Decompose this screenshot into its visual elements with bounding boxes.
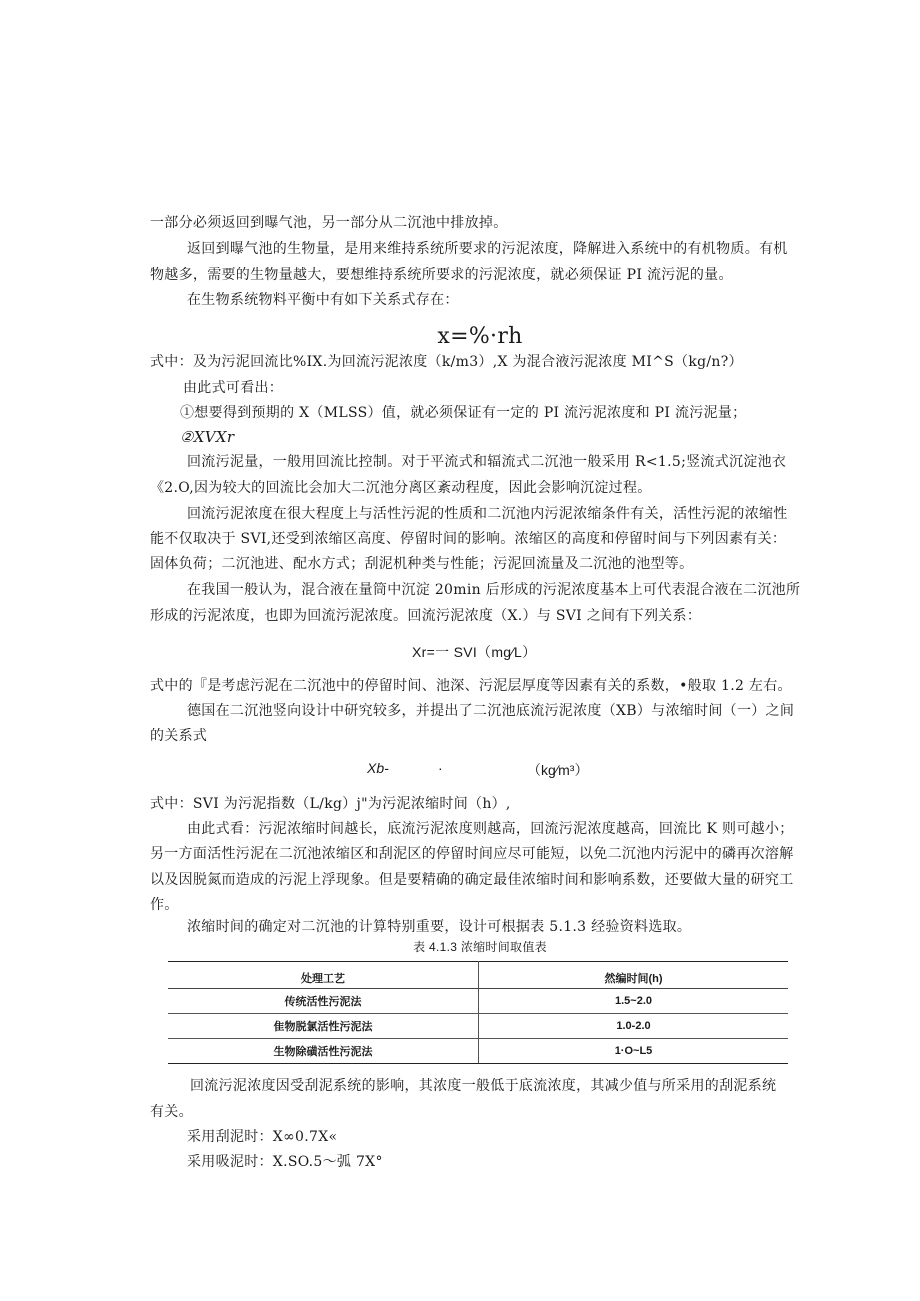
paragraph-line: 式中：SVI 为污泥指数（L∕kg）j"为污泥浓缩时间（h）, [150, 796, 511, 812]
thickening-time-table [168, 961, 788, 1064]
paragraph-line: 式中的『是考虑污泥在二沉池中的停留时间、池深、污泥层厚度等因素有关的系数，•般取 1.2 左右。 [150, 678, 792, 694]
paragraph-line: 德国在二沉池竖向设计中研究较多，并提出了二沉池底流污泥浓度（XB）与浓缩时间（一）之间 [187, 703, 795, 719]
table-cell: 生物除磺活性污泥法 [168, 1039, 479, 1064]
paragraph-line: 物越多，需要的生物量越大，要想维持系统所要求的污泥浓度，就必须保证 PI 流污泥的量。 [150, 267, 733, 283]
paragraph-line: 由此式看：污泥浓缩时间越长，底流污泥浓度则越高，回流污泥浓度越高，回流比 K 则可越小； [187, 821, 794, 837]
paragraph-line: 在生物系统物料平衡中有如下关系式存在： [187, 292, 459, 308]
paragraph-line: 的关系式 [150, 728, 208, 744]
paragraph-line: 由此式可看出： [183, 380, 284, 396]
table-cell: 1.0-2.0 [479, 1014, 789, 1039]
paragraph-line: 回流污泥浓度因受刮泥系统的影响，其浓度一般低于底流浓度，其减少值与所采用的刮泥系统 [190, 1078, 777, 1094]
table-header-row [168, 962, 788, 989]
table-cell: 1·O~L5 [479, 1039, 789, 1064]
list-item: ②XVXr [180, 428, 235, 446]
paragraph-line: 在我国一般认为，混合液在量筒中沉淀 20min 后形成的污泥浓度基本上可代表混合液在二沉池所 [187, 582, 801, 598]
table-cell: 1.5~2.0 [479, 989, 789, 1014]
column-header: 处理工艺 [168, 962, 479, 989]
paragraph-line: 式中：及为污泥回流比%IX.为回流污泥浓度（k/m3）,X 为混合液污泥浓度 MI^S（kg/n?） [150, 354, 743, 370]
formula-underflow-unit: （kg∕m³） [527, 762, 589, 778]
paragraph-line: 形成的污泥浓度，也即为回流污泥浓度。回流污泥浓度（X.）与 SVI 之间有下列关系： [150, 608, 702, 624]
paragraph-line: 能不仅取决于 SVI,还受到浓缩区高度、停留时间的影响。浓缩区的高度和停留时间与下列因素有关： [150, 531, 787, 547]
formula-return-sludge: Xr=一 SVI（mg∕L） [412, 644, 537, 660]
formula-underflow-left: Xb- [367, 760, 389, 776]
table-cell: 传统活性污泥法 [168, 989, 479, 1014]
table-cell: 隹物脱氯活性污泥法 [168, 1014, 479, 1039]
paragraph-line: 作。 [150, 897, 179, 913]
paragraph-line: 浓缩时间的确定对二沉池的计算特别重要，设计可根据表 5.1.3 经验资料选取。 [187, 919, 692, 935]
paragraph-line: 另一方面活性污泥在二沉池浓缩区和刮泥区的停留时间应尽可能短，以免二沉池内污泥中的磷再次溶解 [150, 846, 794, 862]
column-header: 然编时间(h) [479, 962, 789, 989]
paragraph-line: 回流污泥量，一般用回流比控制。对于平流式和辐流式二沉池一般采用 R<1.5;竖流式沉淀池衣 [187, 454, 787, 470]
paragraph-line: 采用刮泥时：X∞0.7X« [187, 1129, 338, 1145]
formula-underflow-dot: · [438, 760, 443, 776]
formula-recycle-ratio: x=%·rh [437, 324, 523, 349]
list-item: ①想要得到预期的 X（MLSS）值，就必须保证有一定的 PI 流污泥浓度和 PI 流污泥量； [180, 405, 747, 421]
table-row [168, 1039, 788, 1064]
paragraph-line: 一部分必须返回到曝气池，另一部分从二沉池中排放掉。 [150, 215, 508, 231]
table-caption: 表 4.1.3 浓缩时间取值表 [413, 940, 547, 954]
paragraph-line: 以及因脱氮而造成的污泥上浮现象。但是要精确的确定最佳浓缩时间和影响系数，还要做大量的研究工 [150, 872, 794, 888]
paragraph-line: 有关。 [150, 1104, 193, 1120]
table-row [168, 1014, 788, 1039]
paragraph-line: 《2.O,因为较大的回流比会加大二沉池分离区紊动程度，因此会影响沉淀过程。 [150, 480, 652, 496]
paragraph-line: 固体负荷；二沉池进、配水方式；刮泥机种类与性能；污泥回流量及二沉池的池型等。 [150, 556, 694, 572]
paragraph-line: 回流污泥浓度在很大程度上与活性污泥的性质和二沉池内污泥浓缩条件有关，活性污泥的浓缩性 [187, 506, 788, 522]
table-row [168, 989, 788, 1014]
paragraph-line: 返回到曝气池的生物量，是用来维持系统所要求的污泥浓度，降解进入系统中的有机物质。有机 [187, 241, 788, 257]
paragraph-line: 采用吸泥时：X.SO.5～弧 7X° [187, 1154, 383, 1170]
